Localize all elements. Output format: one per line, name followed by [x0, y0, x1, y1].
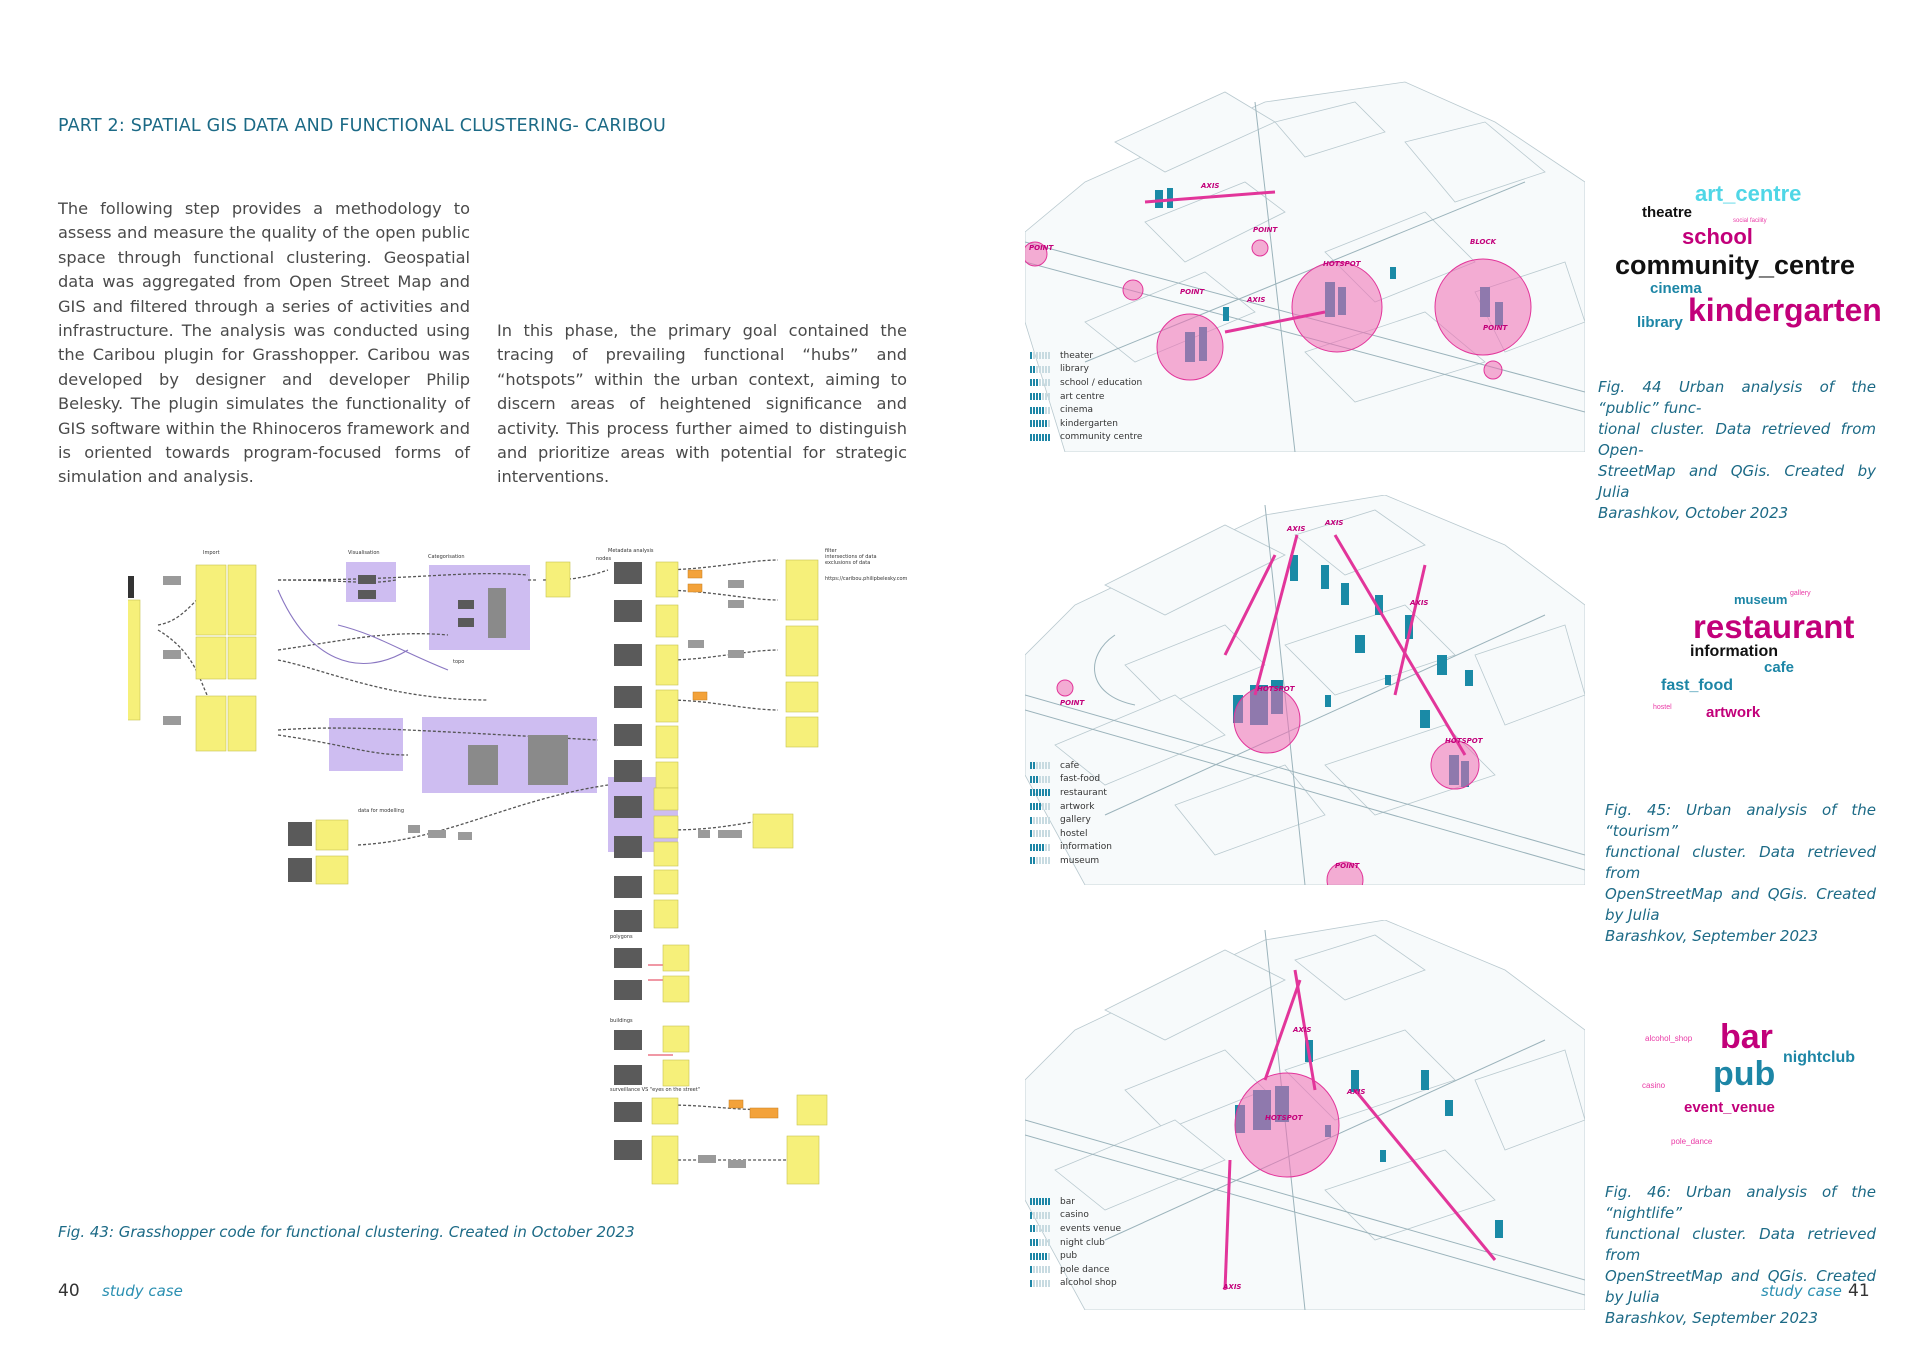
map1-tag-point: POINT [1483, 324, 1508, 332]
map1-tag-axis: AXIS [1247, 296, 1266, 304]
map3-tag-axis: AXIS [1223, 1283, 1242, 1291]
wordcloud-pole-dance: pole_dance [1671, 1137, 1713, 1146]
footer-label-right: study case [1761, 1282, 1842, 1300]
legend-item: artwork [1030, 800, 1180, 814]
map1-tag-point: POINT [1180, 288, 1205, 296]
wordcloud-school: school [1682, 224, 1753, 249]
map3-tag-hotspot: HOTSPOT [1265, 1114, 1303, 1122]
legend-swatch-icon [1030, 1239, 1052, 1246]
gh-label-exclusions: exclusions of data [825, 560, 871, 566]
legend-swatch-icon [1030, 393, 1052, 400]
wordcloud-pub: pub [1713, 1055, 1776, 1093]
gh-label-nodes: nodes [596, 556, 612, 562]
legend-swatch-icon [1030, 1280, 1052, 1287]
gh-label-data-modelling: data for modelling [358, 808, 405, 814]
figure-46-caption: Fig. 46: Urban analysis of the “nightlife” functional cluster. Data retrieved from OpenStreetMap and QGis. Created by Julia Barashkov, September 2023 [1605, 1183, 1876, 1327]
legend-item: art centre [1030, 390, 1180, 404]
wordcloud-community-centre: community_centre [1615, 250, 1856, 280]
wordcloud-fast-food: fast_food [1661, 677, 1733, 694]
legend-swatch-icon [1030, 1266, 1052, 1273]
legend-item: library [1030, 363, 1180, 377]
legend-item: theater [1030, 349, 1180, 363]
gh-label-filter: filter [825, 548, 837, 554]
paragraph-caribou-method: The following step provides a methodology to assess and measure the quality of the open public space through functional clustering. Geospatial data was aggregated from Open Street Map and GIS and filtered through a series of activities and infrastructure. The analysis was conducted using the Caribou plugin for Grasshopper. Caribou was developed by designer and developer Philip Belesky. The plugin simulates the functionality of GIS software within the Rhinoceros framework and is oriented towards program-focused forms of simulation and analysis. [58, 199, 471, 487]
legend-item: fast-food [1030, 773, 1180, 787]
figure-43-caption: Fig. 43: Grasshopper code for functional clustering. Created in October 2023 [58, 1223, 635, 1241]
legend-swatch-icon [1030, 352, 1052, 359]
gh-label-url: https://caribou.philipbelesky.com [825, 576, 908, 582]
grasshopper-definition-figure [128, 540, 908, 1190]
map2-tag-axis: AXIS [1325, 519, 1344, 527]
map3-legend [1030, 1195, 1180, 1290]
legend-swatch-icon [1030, 830, 1052, 837]
legend-item: events venue [1030, 1222, 1180, 1236]
gh-label-buildings: buildings [610, 1018, 633, 1024]
wordcloud-theatre: theatre [1642, 204, 1693, 221]
map1-tag-point: POINT [1029, 244, 1054, 252]
legend-item: hostel [1030, 827, 1180, 841]
legend-swatch-icon [1030, 366, 1052, 373]
gh-label-metadata: Metadata analysis [608, 548, 654, 554]
map2-tag-axis: AXIS [1410, 599, 1429, 607]
footer-label-left: study case [102, 1282, 183, 1300]
map2-legend [1030, 759, 1180, 868]
wordcloud-cafe: cafe [1764, 659, 1795, 676]
legend-swatch-icon [1030, 789, 1052, 796]
legend-swatch-icon [1030, 762, 1052, 769]
figure-44-caption: Fig. 44 Urban analysis of the “public” func- tional cluster. Data retrieved from Open- StreetMap and QGis. Created by Julia Barashkov, October 2023 [1598, 378, 1876, 522]
figure-45-caption: Fig. 45: Urban analysis of the “tourism” functional cluster. Data retrieved from OpenStreetMap and QGis. Created by Julia Barashkov, September 2023 [1605, 801, 1876, 945]
legend-item: community centre [1030, 431, 1180, 445]
wordcloud-information: information [1690, 643, 1778, 660]
legend-swatch-icon [1030, 420, 1052, 427]
legend-item: bar [1030, 1195, 1180, 1209]
legend-swatch-icon [1030, 1225, 1052, 1232]
legend-swatch-icon [1030, 844, 1052, 851]
wordcloud-art-centre: art_centre [1695, 181, 1802, 206]
wordcloud-museum: museum [1734, 592, 1788, 607]
wordcloud-artwork: artwork [1706, 704, 1761, 721]
wordcloud-casino: casino [1642, 1081, 1666, 1090]
page-number-right: 41 [1848, 1281, 1870, 1301]
map1-tag-hotspot: HOTSPOT [1323, 260, 1361, 268]
wordcloud-alcohol-shop: alcohol_shop [1645, 1034, 1693, 1043]
legend-item: cinema [1030, 403, 1180, 417]
legend-swatch-icon [1030, 1253, 1052, 1260]
map1-tag-axis: AXIS [1201, 182, 1220, 190]
page-number-left: 40 [58, 1281, 80, 1301]
wordcloud-library: library [1637, 314, 1683, 331]
map3-tag-axis: AXIS [1293, 1026, 1312, 1034]
wordcloud-kindergarten: kindergarten [1688, 292, 1882, 328]
gh-label-intersections: intersections of data [825, 554, 877, 560]
legend-item: gallery [1030, 813, 1180, 827]
legend-item: casino [1030, 1209, 1180, 1223]
map2-tag-point: POINT [1335, 862, 1360, 870]
map1-tag-block: BLOCK [1470, 238, 1497, 246]
legend-item: alcohol shop [1030, 1277, 1180, 1291]
map1-legend [1030, 349, 1180, 444]
legend-item: night club [1030, 1236, 1180, 1250]
wordcloud-hostel: hostel [1653, 704, 1672, 711]
legend-swatch-icon [1030, 1198, 1052, 1205]
legend-swatch-icon [1030, 817, 1052, 824]
body-text-column-1 [58, 197, 470, 490]
legend-item: pole dance [1030, 1263, 1180, 1277]
legend-swatch-icon [1030, 803, 1052, 810]
map2-tag-hotspot: HOTSPOT [1445, 737, 1483, 745]
wordcloud-cinema: cinema [1650, 280, 1702, 297]
wordcloud-bar: bar [1720, 1018, 1773, 1056]
gh-label-visualisation: Visualisation [348, 550, 380, 556]
map3-tag-axis: AXIS [1347, 1088, 1366, 1096]
legend-swatch-icon [1030, 407, 1052, 414]
wordcloud-restaurant: restaurant [1693, 608, 1855, 645]
wordcloud-nightclub: nightclub [1783, 1049, 1855, 1066]
map2-tag-axis: AXIS [1287, 525, 1306, 533]
paragraph-hubs-hotspots: In this phase, the primary goal contained the tracing of prevailing functional “hubs” and “hotspots” within the urban context, aiming to discern areas of heightened significance and activity. This process further aimed to distinguish and prioritize areas with potential for strategic interventions. [497, 321, 907, 487]
wordcloud-social-facility: social facility [1733, 218, 1767, 224]
legend-swatch-icon [1030, 434, 1052, 441]
wordcloud-gallery: gallery [1790, 590, 1811, 597]
legend-swatch-icon [1030, 1212, 1052, 1219]
gh-label-polygons: polygons [610, 934, 633, 940]
legend-item: museum [1030, 854, 1180, 868]
legend-item: cafe [1030, 759, 1180, 773]
gh-label-topo: topo [453, 659, 465, 665]
map1-tag-point: POINT [1253, 226, 1278, 234]
legend-swatch-icon [1030, 857, 1052, 864]
map2-tag-point: POINT [1060, 699, 1085, 707]
legend-item: pub [1030, 1249, 1180, 1263]
legend-item: kindergarten [1030, 417, 1180, 431]
gh-label-categorisation: Categorisation [428, 554, 465, 560]
wordcloud-event-venue: event_venue [1684, 1099, 1775, 1116]
map2-tag-hotspot: HOTSPOT [1257, 685, 1295, 693]
gh-label-import: Import [203, 550, 220, 556]
body-text-column-2 [497, 319, 907, 490]
legend-item: school / education [1030, 376, 1180, 390]
legend-item: restaurant [1030, 786, 1180, 800]
legend-item: information [1030, 841, 1180, 855]
gh-label-surveillance: surveillance VS "eyes on the street" [610, 1087, 701, 1093]
section-heading: PART 2: SPATIAL GIS DATA AND FUNCTIONAL CLUSTERING- CARIBOU [58, 116, 666, 136]
legend-swatch-icon [1030, 379, 1052, 386]
legend-swatch-icon [1030, 776, 1052, 783]
